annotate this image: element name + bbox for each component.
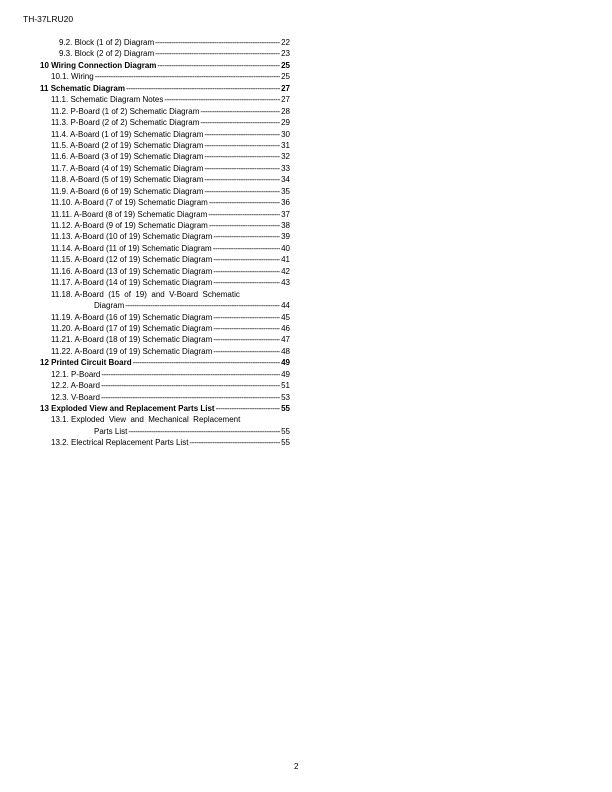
toc-entry-number: 11.7. <box>51 163 69 173</box>
toc-entry <box>40 83 290 94</box>
toc-entry-title: Schematic Diagram <box>50 83 125 93</box>
toc-entry-title: A-Board (13 of 19) Schematic Diagram <box>74 266 213 276</box>
toc-entry-number: 11.8. <box>51 175 69 185</box>
toc-entry-label <box>51 94 163 105</box>
toc-entry-label <box>51 266 212 277</box>
toc-entry-number: 12.2. <box>51 381 69 391</box>
dot-leader <box>126 83 280 94</box>
dot-leader <box>204 163 280 174</box>
dot-leader <box>209 220 280 231</box>
toc-entry-title: V-Board <box>71 392 100 402</box>
toc-entry <box>40 437 290 448</box>
toc-entry <box>40 129 290 140</box>
toc-entry-label <box>51 106 199 117</box>
toc-entry-label <box>51 380 100 391</box>
page-number: 2 <box>294 762 299 771</box>
toc-entry-number: 13.2. <box>51 438 69 448</box>
toc-entry-page: 42 <box>281 266 290 276</box>
toc-entry-page: 22 <box>281 38 290 47</box>
toc-entry-number: 9.2. <box>59 38 73 47</box>
toc-entry-title: A-Board (9 of 19) Schematic Diagram <box>74 221 208 230</box>
toc-entry-number: 12.1. <box>51 369 69 379</box>
toc-entry-title: A-Board (4 of 19) Schematic Diagram <box>69 163 204 173</box>
toc-entry-label <box>51 346 212 357</box>
toc-entry-number: 11.4. <box>51 129 69 139</box>
toc-entry-number: 9.3. <box>59 49 73 59</box>
toc-entry-title: P-Board (1 of 2) Schematic Diagram <box>70 106 200 116</box>
toc-entry <box>40 254 290 265</box>
toc-entry-title: Exploded View and Replacement Parts List <box>51 404 215 413</box>
toc-entry-page: 41 <box>281 255 290 265</box>
toc-entry-label <box>51 151 203 162</box>
toc-entry-number: 11.15. <box>51 255 73 265</box>
dot-leader <box>213 231 280 242</box>
toc-entry <box>40 186 290 197</box>
dot-leader <box>213 243 280 254</box>
toc-entry-page: 38 <box>281 221 290 230</box>
toc-entry-page: 23 <box>281 49 290 59</box>
toc-entry-number: 11.14. <box>51 243 73 253</box>
toc-entry-number: 12.3. <box>51 392 69 402</box>
toc-entry-title: A-Board (12 of 19) Schematic Diagram <box>74 255 213 265</box>
dot-leader <box>208 209 280 220</box>
dot-leader <box>189 437 280 448</box>
toc-entry <box>40 197 290 208</box>
toc-entry-label <box>40 60 156 71</box>
toc-entry-title: A-Board (18 of 19) Schematic Diagram <box>74 335 213 345</box>
dot-leader <box>204 186 280 197</box>
toc-entry-label <box>51 323 212 334</box>
toc-entry-page: 43 <box>281 278 290 288</box>
toc-entry-page: 39 <box>281 232 290 242</box>
toc-entry-title: A-Board (1 of 19) Schematic Diagram <box>69 129 204 139</box>
toc-entry-title: A-Board (6 of 19) Schematic Diagram <box>69 186 204 196</box>
toc-entry-number: 10.1. <box>51 72 69 82</box>
toc-entry-title: Electrical Replacement Parts List <box>71 438 189 448</box>
toc-entry-number: 11.17. <box>51 278 73 288</box>
toc-entry-page: 51 <box>281 381 290 391</box>
toc-entry <box>40 300 290 311</box>
toc-entry-page: 34 <box>281 175 290 185</box>
toc-entry-title: Block (2 of 2) Diagram <box>74 49 155 59</box>
dot-leader <box>200 106 280 117</box>
dot-leader <box>125 300 280 311</box>
dot-leader <box>213 334 280 345</box>
toc-entry-page: 49 <box>281 358 290 368</box>
toc-entry <box>40 243 290 254</box>
toc-entry-page: 25 <box>281 72 290 82</box>
dot-leader <box>204 174 280 185</box>
toc-entry <box>40 151 290 162</box>
dot-leader <box>155 48 280 59</box>
toc-entry-label <box>94 426 127 437</box>
toc-entry-page: 55 <box>281 438 290 448</box>
toc-entry <box>40 403 290 414</box>
toc-entry-title: Block (1 of 2) Diagram <box>74 38 155 47</box>
toc-entry <box>40 174 290 185</box>
toc-entry <box>40 289 290 300</box>
toc-entry-number: 11.21. <box>51 335 73 345</box>
toc-entry-page: 46 <box>281 323 290 333</box>
toc-entry-page: 40 <box>281 243 290 253</box>
toc-entry <box>40 231 290 242</box>
toc-entry-number: 11.2. <box>51 106 69 116</box>
toc-entry-number: 11.3. <box>51 118 69 128</box>
toc-entry-label <box>51 254 212 265</box>
toc-entry-number: 11.19. <box>51 312 73 322</box>
toc-entry <box>40 266 290 277</box>
toc-entry-number: 11.5. <box>51 140 69 150</box>
toc-entry <box>40 392 290 403</box>
toc-entry <box>40 346 290 357</box>
toc-entry-label <box>51 231 212 242</box>
toc-entry-title: A-Board (11 of 19) Schematic Diagram <box>74 243 212 253</box>
toc-entry-page: 31 <box>281 140 290 150</box>
toc-entry-number: 11 <box>40 83 49 93</box>
toc-entry-number: 11.10. <box>51 198 73 208</box>
toc-entry-label <box>59 37 154 48</box>
toc-entry-title: Wiring Connection Diagram <box>51 60 157 70</box>
toc-entry-page: 30 <box>281 129 290 139</box>
dot-leader <box>101 380 280 391</box>
toc-entry-label <box>51 312 212 323</box>
toc-entry-title: Schematic Diagram Notes <box>70 95 164 105</box>
toc-entry-label <box>51 277 212 288</box>
toc-entry-label <box>40 403 215 414</box>
toc-entry-page: 27 <box>281 95 290 105</box>
toc-entry <box>40 106 290 117</box>
toc-entry-label <box>51 163 203 174</box>
toc-entry-page: 35 <box>281 186 290 196</box>
toc-entry-label <box>51 117 199 128</box>
toc-entry-label <box>51 71 94 82</box>
toc-entry <box>40 312 290 323</box>
toc-entry <box>40 37 290 48</box>
toc-entry-title: Printed Circuit Board <box>51 358 132 368</box>
toc-entry-label <box>51 243 212 254</box>
toc-entry-page: 27 <box>281 83 290 93</box>
dot-leader <box>213 277 280 288</box>
toc-entry-number: 11.9. <box>51 186 69 196</box>
toc-entry-title: A-Board (5 of 19) Schematic Diagram <box>69 175 204 185</box>
toc-entry-title: A-Board (17 of 19) Schematic Diagram <box>74 323 213 333</box>
toc-entry <box>40 60 290 71</box>
toc-entry <box>40 323 290 334</box>
toc-entry-page: 45 <box>281 312 290 322</box>
toc-entry-number: 10 <box>40 60 49 70</box>
toc-entry <box>40 380 290 391</box>
toc-entry-label <box>51 334 212 345</box>
dot-leader <box>155 37 280 48</box>
toc-entry-page: 48 <box>281 346 290 356</box>
dot-leader <box>204 140 280 151</box>
toc-entry-number: 11.1. <box>51 95 69 105</box>
toc-entry-number: 11.16. <box>51 266 73 276</box>
toc-entry-label <box>51 392 100 403</box>
toc-entry-title: A-Board (16 of 19) Schematic Diagram <box>74 312 213 322</box>
toc-entry-number: 11.13. <box>51 232 73 242</box>
dot-leader <box>213 312 280 323</box>
toc-entry-label <box>51 140 203 151</box>
toc-entry-title: A-Board (15 of 19) and V-Board Schematic <box>74 289 240 299</box>
toc-entry-label <box>40 357 132 368</box>
toc-entry-number: 12 <box>40 358 49 368</box>
toc-entry-label <box>51 174 203 185</box>
toc-entry-number: 11.20. <box>51 323 73 333</box>
dot-leader <box>128 426 280 437</box>
toc-entry-page: 36 <box>281 198 290 208</box>
table-of-contents <box>40 37 290 449</box>
toc-entry <box>40 426 290 437</box>
toc-entry-label <box>51 209 207 220</box>
toc-entry-number: 13 <box>40 404 49 413</box>
dot-leader <box>133 357 281 368</box>
toc-entry-number: 11.11. <box>51 209 73 219</box>
toc-entry-label <box>51 437 188 448</box>
toc-entry-title: A-Board (7 of 19) Schematic Diagram <box>74 198 208 208</box>
toc-entry <box>40 117 290 128</box>
toc-entry-title: A-Board (14 of 19) Schematic Diagram <box>74 278 213 288</box>
dot-leader <box>213 346 280 357</box>
toc-entry-label <box>51 186 203 197</box>
toc-entry-page: 32 <box>281 152 290 162</box>
toc-entry-number: 11.22. <box>51 346 73 356</box>
toc-entry <box>40 94 290 105</box>
toc-entry <box>40 414 290 425</box>
dot-leader <box>101 369 280 380</box>
toc-entry-page: 37 <box>281 209 290 219</box>
dot-leader <box>204 129 280 140</box>
toc-entry-title: A-Board (8 of 19) Schematic Diagram <box>73 209 208 219</box>
toc-entry-label <box>59 48 154 59</box>
toc-entry-page: 55 <box>281 404 290 413</box>
dot-leader <box>164 94 280 105</box>
toc-entry <box>40 369 290 380</box>
toc-entry-title: P-Board (2 of 2) Schematic Diagram <box>70 118 200 128</box>
toc-entry-title: A-Board (19 of 19) Schematic Diagram <box>74 346 213 356</box>
toc-entry-title: Wiring <box>71 72 94 82</box>
document-id: TH-37LRU20 <box>23 14 74 24</box>
dot-leader <box>213 266 280 277</box>
toc-entry-label <box>40 83 125 94</box>
dot-leader <box>101 392 280 403</box>
toc-entry <box>40 209 290 220</box>
toc-entry-title: A-Board <box>70 381 100 391</box>
dot-leader <box>213 323 280 334</box>
toc-entry-title: A-Board (2 of 19) Schematic Diagram <box>69 140 204 150</box>
toc-entry-page: 28 <box>281 106 290 116</box>
toc-entry-title: Exploded View and Mechanical Replacement <box>71 415 241 425</box>
toc-entry-label <box>94 300 124 311</box>
toc-entry-page: 29 <box>281 118 290 128</box>
toc-entry <box>40 163 290 174</box>
toc-entry-page: 49 <box>281 369 290 379</box>
dot-leader <box>204 151 280 162</box>
toc-entry-label <box>51 369 100 380</box>
toc-entry-page: 53 <box>281 392 290 402</box>
toc-entry-page: 44 <box>281 301 290 311</box>
toc-entry-title: Diagram <box>94 301 125 311</box>
toc-entry-page: 25 <box>281 60 290 70</box>
toc-entry-label <box>51 129 203 140</box>
dot-leader <box>200 117 280 128</box>
toc-entry-page: 55 <box>281 426 290 436</box>
toc-entry-number: 13.1. <box>51 415 69 425</box>
toc-entry-label <box>51 289 240 300</box>
dot-leader <box>209 197 280 208</box>
toc-entry-title: P-Board <box>71 369 101 379</box>
toc-entry-label <box>51 197 208 208</box>
dot-leader <box>216 403 280 414</box>
dot-leader <box>213 254 280 265</box>
toc-entry-number: 11.18. <box>51 289 73 299</box>
toc-entry-title: A-Board (10 of 19) Schematic Diagram <box>74 232 213 242</box>
toc-entry <box>40 334 290 345</box>
toc-entry-title: Parts List <box>94 426 128 436</box>
toc-entry <box>40 140 290 151</box>
toc-entry-number: 11.6. <box>51 152 69 162</box>
toc-entry-page: 47 <box>281 335 290 345</box>
dot-leader <box>95 71 280 82</box>
toc-entry-label <box>51 414 240 425</box>
toc-entry-page: 33 <box>281 163 290 173</box>
toc-entry <box>40 357 290 368</box>
dot-leader <box>157 60 280 71</box>
toc-entry <box>40 48 290 59</box>
toc-entry-number: 11.12. <box>51 221 73 230</box>
toc-entry <box>40 220 290 231</box>
toc-entry-label <box>51 220 208 231</box>
toc-entry <box>40 71 290 82</box>
toc-entry-title: A-Board (3 of 19) Schematic Diagram <box>69 152 204 162</box>
toc-entry <box>40 277 290 288</box>
